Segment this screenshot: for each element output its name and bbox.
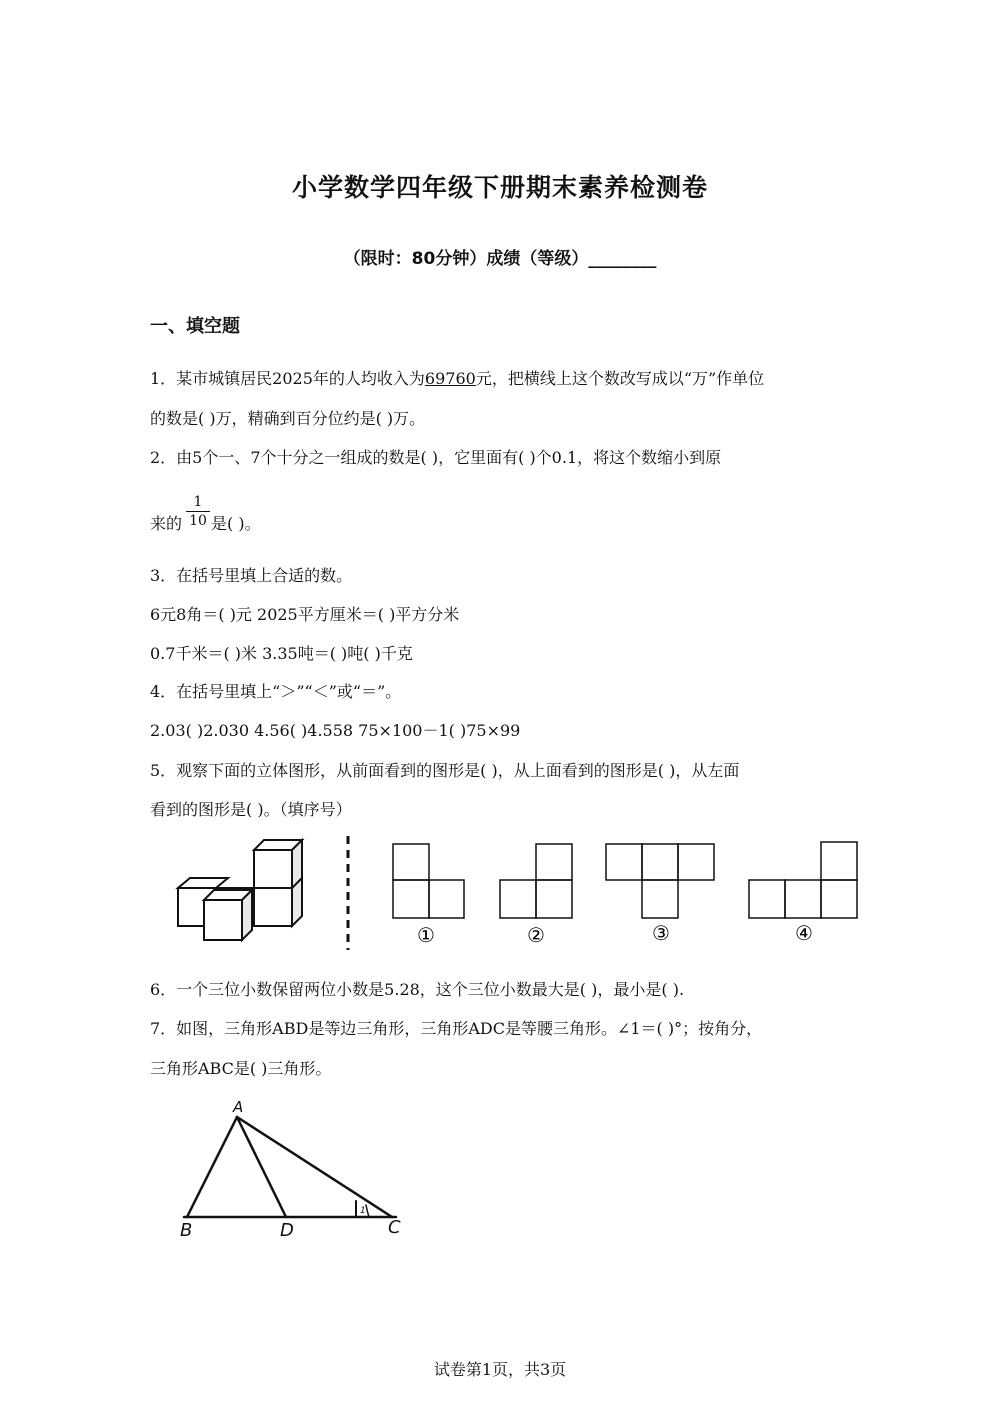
view-option-2 [500,844,572,918]
q5-line2: 看到的图形是( )。（填序号） [150,800,352,819]
q2-line1: 2．由5个一、7个十分之一组成的数是( )，它里面有( )个0.1，将这个数缩小到原 [150,448,722,467]
angle-arc [366,1205,369,1217]
fraction-bar [186,511,210,512]
option-label-4: ④ [795,921,813,945]
vertex-label-C: C [388,1217,401,1238]
page-title: 小学数学四年级下册期末素养检测卷 [291,173,708,202]
vertex-label-A: A [233,1098,244,1116]
view-option-1 [393,844,464,918]
page-footer: 试卷第1页，共3页 [433,1360,567,1379]
q3-line3: 0.7千米＝( )米 3.35吨＝( )吨( )千克 [150,644,413,663]
side-AB [187,1117,237,1217]
q2-fraction-numerator: 1 [193,494,203,510]
subtitle-text: （限时：80分钟）成绩（等级） [343,249,589,269]
q1-text-b: 元，把横线上这个数改写成以“万”作单位 [475,369,765,388]
q7-line1: 7．如图，三角形ABD是等边三角形，三角形ADC是等腰三角形。∠1＝( )°；按角分， [150,1019,763,1038]
q4-line2: 2.03( )2.030 4.56( )4.558 75×100－1( )75×99 [150,721,521,740]
q2-fraction [186,494,210,529]
q2-post: 是( )。 [211,514,261,533]
q6-line1: 6．一个三位小数保留两位小数是5.28，这个三位小数最大是( )，最小是( ). [150,980,685,999]
q1-line2: 的数是( )万，精确到百分位约是( )万。 [150,409,426,428]
vertex-label-B: B [180,1220,193,1241]
q7-line2: 三角形ABC是( )三角形。 [150,1059,332,1078]
view-option-4 [749,842,857,918]
q5-line1: 5．观察下面的立体图形，从前面看到的图形是( )，从上面看到的图形是( )，从左面 [150,761,740,780]
page-subtitle [0,244,1000,269]
option-label-2: ② [527,923,545,947]
view-option-3 [606,844,714,918]
q3-line2: 6元8角＝( )元 2025平方厘米＝( )平方分米 [150,605,460,624]
vertex-label-D: D [280,1220,294,1241]
q2-fraction-denominator: 10 [189,513,207,529]
q5-figure [170,830,870,955]
grade-blank: ________ [588,249,657,269]
q1-line1 [150,366,764,389]
angle-label-1: 1 [360,1206,366,1216]
cube-stack-drawing [178,840,302,940]
q4-line1: 4．在括号里填上“＞”“＜”或“＝”。 [150,682,402,701]
option-label-3: ③ [652,921,670,945]
q7-triangle-figure [170,1095,420,1245]
q3-line1: 3．在括号里填上合适的数。 [150,566,353,585]
q1-underlined-number: 69760 [424,369,476,388]
q2-pre: 来的 [150,514,183,533]
option-label-1: ① [417,923,435,947]
q1-text-a: 1．某市城镇居民2025年的人均收入为 [150,369,425,388]
section-heading-fill-blank: 一、填空题 [150,316,240,337]
